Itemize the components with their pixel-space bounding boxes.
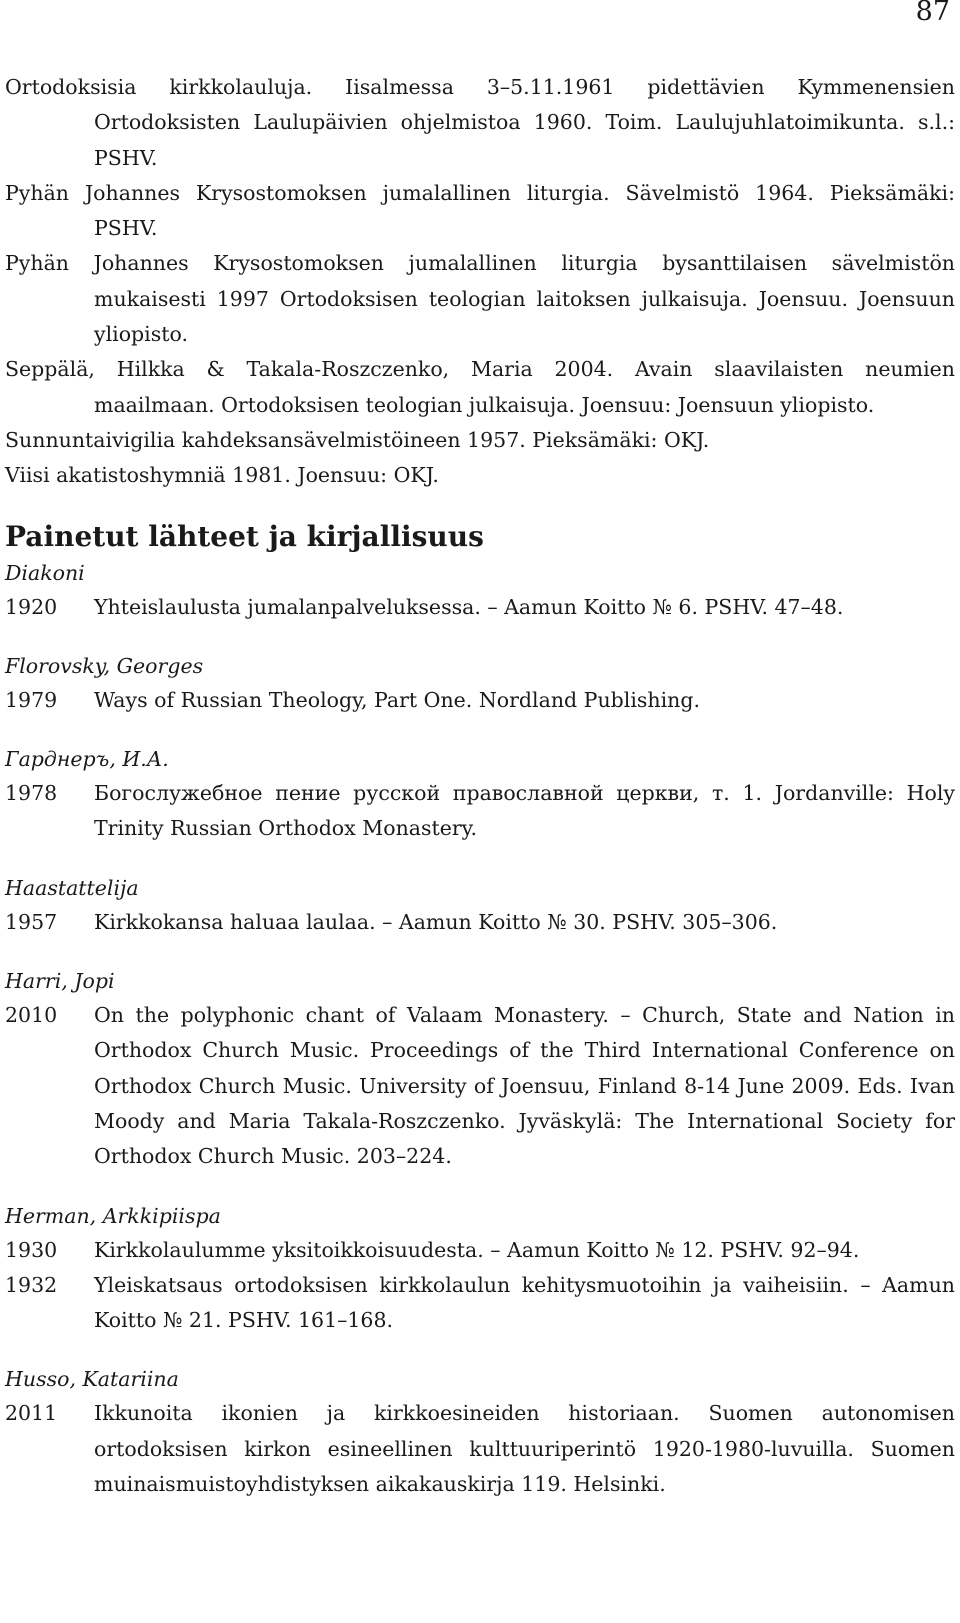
- source-entry: Pyhän Johannes Krysostomoksen jumalallinen liturgia bysanttilaisen sävelmistön mukaisesti 1997 Ortodoksisen teologian laitoksen julkaisuja. Joensuu. Joensuun yliopisto.: [5, 251, 955, 347]
- entry-year: 1932: [5, 1272, 58, 1297]
- entry-text: Yhteislaulusta jumalanpalveluksessa. – Aamun Koitto № 6. PSHV. 47–48.: [94, 594, 844, 619]
- entry-year: 1979: [5, 687, 58, 712]
- page-body: [5, 70, 955, 1502]
- bibliography-entry: [5, 998, 955, 1174]
- entry-text: Kirkkokansa haluaa laulaa. – Aamun Koitto № 30. PSHV. 305–306.: [94, 909, 778, 934]
- author-name: Гарднеръ, И.А.: [5, 747, 169, 772]
- author-name: Haastattelija: [5, 875, 139, 900]
- entry-year: 1957: [5, 909, 58, 934]
- author-name: Florovsky, Georges: [5, 653, 204, 678]
- bibliography-entry: [5, 1268, 955, 1339]
- source-entry: Sunnuntaivigilia kahdeksansävelmistöineen 1957. Pieksämäki: OKJ.: [5, 427, 710, 452]
- bibliography-entry: [5, 776, 955, 847]
- entry-year: 2010: [5, 1003, 58, 1028]
- source-entry: Pyhän Johannes Krysostomoksen jumalallinen liturgia. Sävelmistö 1964. Pieksämäki: PSHV.: [5, 180, 955, 241]
- section-heading: Painetut lähteet ja kirjallisuus: [5, 519, 484, 553]
- author-name: Diakoni: [5, 560, 85, 585]
- entry-year: 1978: [5, 781, 58, 806]
- page-number: 87: [915, 0, 950, 27]
- entry-text: Богослужебное пение русской православной церкви, т. 1. Jordanville: Holy Trinity Russian Orthodox Monastery.: [94, 781, 955, 841]
- bibliography-entry: [5, 683, 955, 718]
- source-entry: Viisi akatistoshymniä 1981. Joensuu: OKJ.: [5, 463, 439, 488]
- author-name: Herman, Arkkipiispa: [5, 1203, 221, 1228]
- bibliography-entry: [5, 590, 955, 625]
- bibliography-entry: [5, 905, 955, 940]
- source-entry: Ortodoksisia kirkkolauluja. Iisalmessa 3–5.11.1961 pidettävien Kymmenensien Ortodoksisten Laulupäivien ohjelmistoa 1960. Toim. Laulujuhlatoimikunta. s.l.: PSHV.: [5, 75, 955, 170]
- author-name: Harri, Jopi: [5, 969, 115, 994]
- bibliography-entry: [5, 1233, 955, 1268]
- entry-year: 2011: [5, 1401, 58, 1426]
- entry-year: 1930: [5, 1237, 58, 1262]
- author-name: Husso, Katariina: [5, 1367, 179, 1392]
- entry-text: Ways of Russian Theology, Part One. Nordland Publishing.: [94, 687, 701, 712]
- entry-year: 1920: [5, 594, 58, 619]
- entry-text: Yleiskatsaus ortodoksisen kirkkolaulun kehitysmuotoihin ja vaiheisiin. – Aamun Koitto № 21. PSHV. 161–168.: [94, 1272, 955, 1333]
- entry-text: On the polyphonic chant of Valaam Monastery. – Church, State and Nation in Orthodox Church Music. Proceedings of the Third International Conference on Orthodox Church Music. University of Joensuu, Finland 8-14 June 2009. Eds. Ivan Moody and Maria Takala-Roszczenko. Jyväskylä: The International Society for Orthodox Church Music. 203–224.: [94, 1003, 955, 1169]
- bibliography-entry: [5, 1396, 955, 1502]
- source-entry: Seppälä, Hilkka & Takala-Roszczenko, Maria 2004. Avain slaavilaisten neumien maailmaan. Ortodoksisen teologian julkaisuja. Joensuu: Joensuun yliopisto.: [5, 357, 955, 417]
- entry-text: Kirkkolaulumme yksitoikkoisuudesta. – Aamun Koitto № 12. PSHV. 92–94.: [94, 1237, 860, 1262]
- entry-text: Ikkunoita ikonien ja kirkkoesineiden historiaan. Suomen autonomisen ortodoksisen kirkon esineellinen kulttuuriperintö 1920-1980-luvuilla. Suomen muinaismuistoyhdistyksen aikakauskirja 119. Helsinki.: [94, 1401, 955, 1497]
